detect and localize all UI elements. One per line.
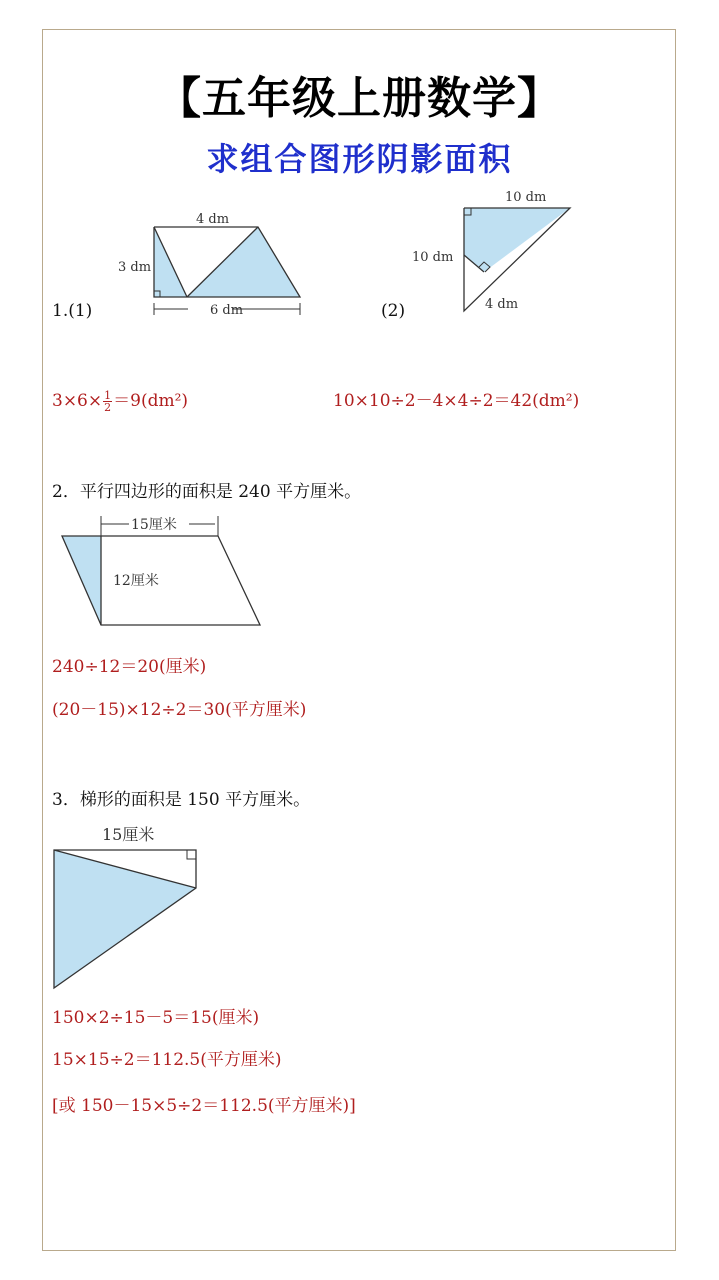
q3-fig-top-label: 15厘米	[102, 825, 155, 844]
q1-fig2-top-label: 10 dm	[505, 190, 547, 205]
q1-answer-1-fraction	[103, 390, 112, 413]
q3-text: 3．梯形的面积是 150 平方厘米。	[52, 790, 311, 810]
q3-answer-1: 150×2÷15－5＝15(厘米)	[52, 1008, 260, 1028]
q2-text: 2．平行四边形的面积是 240 平方厘米。	[52, 482, 362, 502]
q1-fig2-left-label: 10 dm	[412, 250, 454, 265]
q3-fig-right-angle	[187, 850, 196, 859]
q1-figure-2	[405, 185, 585, 320]
page-title: 【五年级上册数学】	[157, 73, 562, 124]
q1-answer-1-numerator: 1	[104, 389, 112, 402]
q1-label-1: 1.(1)	[52, 301, 93, 321]
q2-fig-top-label: 15厘米	[131, 517, 177, 533]
q1-fig2-bottom-label: 4 dm	[485, 297, 519, 312]
q3-answer-2: 15×15÷2＝112.5(平方厘米)	[52, 1050, 282, 1070]
q1-answer-1-denominator: 2	[104, 401, 112, 414]
q1-answer-1-post: ＝9(dm²)	[113, 391, 189, 411]
page-subtitle: 求组合图形阴影面积	[206, 140, 513, 178]
q1-answer-2: 10×10÷2－4×4÷2＝42(dm²)	[333, 391, 580, 411]
q2-answer-2: (20－15)×12÷2＝30(平方厘米)	[52, 700, 307, 720]
q1-fig1-shade-right	[187, 227, 300, 297]
q3-answer-3: [或 150－15×5÷2＝112.5(平方厘米)]	[52, 1096, 356, 1116]
q1-label-2: (2)	[381, 301, 406, 321]
q1-answer-1	[52, 386, 188, 413]
q2-answer-1: 240÷12＝20(厘米)	[52, 657, 207, 677]
q2-fig-height-label: 12厘米	[113, 573, 159, 589]
q1-fig1-left-label: 3 dm	[118, 260, 152, 275]
q3-figure	[50, 818, 210, 993]
q1-figure-1	[110, 205, 310, 320]
q2-figure	[55, 512, 270, 632]
q1-fig1-bottom-label: 6 dm	[210, 303, 244, 318]
q3-fig-shade	[54, 850, 196, 988]
q1-fig1-top-label: 4 dm	[196, 212, 230, 227]
q1-fig2-shade	[464, 208, 570, 272]
q1-answer-1-pre: 3×6×	[52, 391, 103, 411]
